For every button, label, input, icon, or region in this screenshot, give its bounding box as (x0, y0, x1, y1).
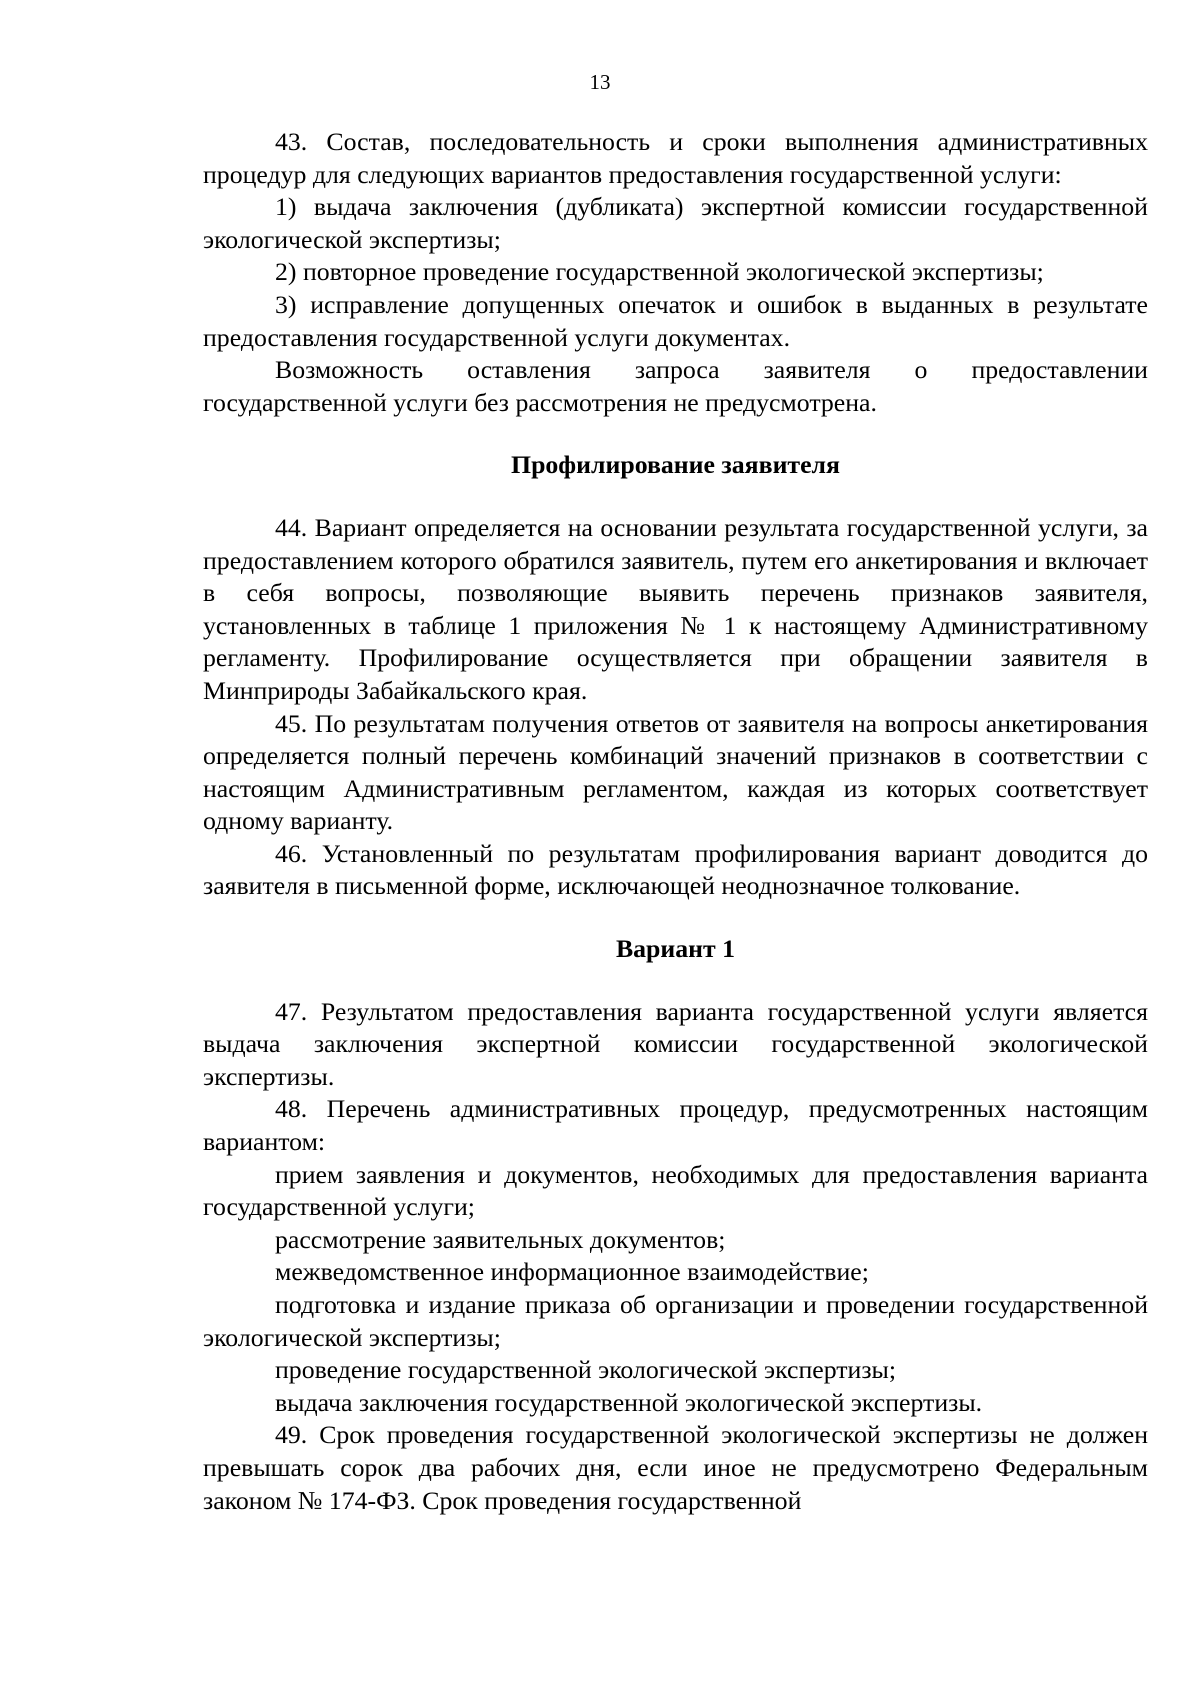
procedure-item: прием заявления и документов, необходимых для предоставления варианта государственной услуги; (203, 1159, 1148, 1222)
page-number: 13 (589, 70, 611, 94)
list-item-2: 2) повторное проведение государственной экологической экспертизы; (275, 257, 1044, 287)
section-heading-profiling: Профилирование заявителя (511, 450, 840, 480)
list-item-3: 3) исправление допущенных опечаток и ошибок в выданных в результате предоставления государственной услуги документах. (203, 289, 1148, 352)
paragraph-49: 49. Срок проведения государственной экологической экспертизы не должен превышать сорок два рабочих дня, если иное не предусмотрено Федеральным законом № 174-ФЗ. Срок проведения государственной (203, 1420, 1148, 1515)
list-item-1: 1) выдача заключения (дубликата) экспертной комиссии государственной экологической экспертизы; (203, 192, 1148, 254)
paragraph-45: 45. По результатам получения ответов от заявителя на вопросы анкетирования определяется полный перечень комбинаций значений признаков в соответствии с настоящим Административным регламентом, каждая из которых соответствует одному варианту. (203, 708, 1148, 836)
paragraph-46: 46. Установленный по результатам профилирования вариант доводится до заявителя в письменной форме, исключающей неоднозначное толкование. (203, 838, 1148, 901)
paragraph-44: 44. Вариант определяется на основании результата государственной услуги, за предоставлением которого обратился заявитель, путем его анкетирования и включает в себя вопросы, позволяющие выявить перечень признаков заявителя, установленных в таблице 1 приложения № 1 к настоящему Административному регламенту. Профилирование осуществляется при обращении заявителя в Минприроды Забайкальского края. (203, 512, 1148, 705)
procedure-item: межведомственное информационное взаимодействие; (275, 1257, 869, 1287)
procedure-item: подготовка и издание приказа об организации и проведении государственной экологической экспертизы; (203, 1290, 1148, 1352)
paragraph-no-rejection: Возможность оставления запроса заявителя о предоставлении государственной услуги без рассмотрения не предусмотрена. (203, 355, 1148, 417)
procedure-item: выдача заключения государственной экологической экспертизы. (275, 1387, 983, 1417)
paragraph-48: 48. Перечень административных процедур, предусмотренных настоящим вариантом: (203, 1094, 1148, 1157)
paragraph-43: 43. Состав, последовательность и сроки выполнения административных процедур для следующих вариантов предоставления государственной услуги: (203, 127, 1148, 189)
section-heading-variant-1: Вариант 1 (615, 934, 736, 964)
document-body (203, 126, 1148, 1517)
procedure-item: рассмотрение заявительных документов; (275, 1224, 726, 1254)
procedure-item: проведение государственной экологической экспертизы; (275, 1355, 897, 1385)
paragraph-47: 47. Результатом предоставления варианта государственной услуги является выдача заключения экспертной комиссии государственной экологической экспертизы. (203, 996, 1148, 1091)
